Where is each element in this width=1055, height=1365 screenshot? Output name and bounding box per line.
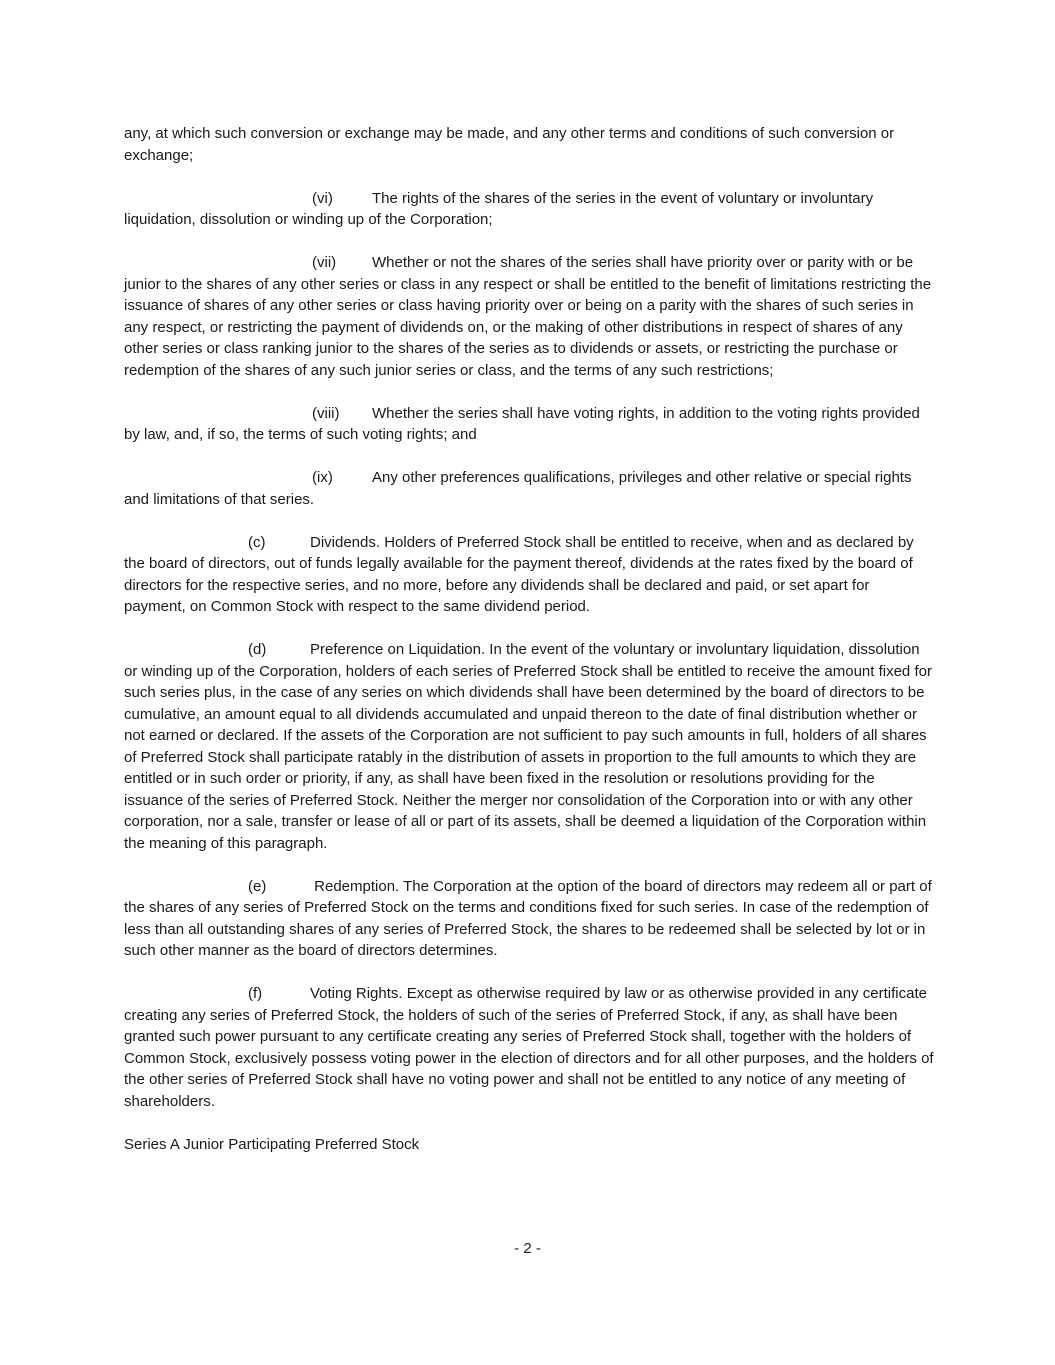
paragraph-liquidation-preference (124, 639, 934, 854)
paragraph-text: The rights of the shares of the series in the event of voluntary or involuntary liquidation, dissolution or winding up of the Corporation; (124, 189, 874, 228)
paragraph-item-viii (124, 403, 934, 446)
paragraph-text: Whether the series shall have voting rights, in addition to the voting rights provided by law, and, if so, the terms of such voting rights; and (124, 404, 920, 443)
paragraph-marker: (vii) (312, 254, 337, 271)
page-number: - 2 - (514, 1240, 541, 1257)
paragraph-text: Redemption. The Corporation at the option of the board of directors may redeem all or part of the shares of any series of Preferred Stock on the terms and conditions fixed for such series. In case of the redemption of less than all outstanding shares of any series of Preferred Stock, the shares to be redeemed shall be selected by lot or in such other manner as the board of directors determines. (124, 877, 932, 959)
paragraph-marker: (c) (248, 533, 266, 551)
paragraph-marker: (e) (248, 877, 267, 895)
document-page (124, 123, 934, 1155)
paragraph-text: Voting Rights. Except as otherwise required by law or as otherwise provided in any certificate creating any series of Preferred Stock, the holders of such of the series of Preferred Stock, if any, as shall have been granted such power pursuant to any certificate creating any series of Preferred Stock shall, together with the holders of Common Stock, exclusively possess voting power in the election of directors and for all other purposes, and the holders of the other series of Preferred Stock shall have no voting power and shall not be entitled to any notice of any meeting of shareholders. (124, 985, 934, 1110)
paragraph-text: Dividends. Holders of Preferred Stock shall be entitled to receive, when and as declared by the board of directors, out of funds legally available for the payment thereof, dividends at the rates fixed by the board of directors for the respective series, and no more, before any dividends shall be declared and paid, or set apart for payment, on Common Stock with respect to the same dividend period. (124, 533, 914, 615)
paragraph-text: Any other preferences qualifications, privileges and other relative or special rights and limitations of that series. (124, 469, 912, 508)
paragraph-text: Whether or not the shares of the series shall have priority over or parity with or be junior to the shares of any other series or class in any respect or shall be entitled to the benefit of limitations restricting the issuance of shares of any other series or class having priority over or being on a parity with the shares of such series in any respect, or restricting the payment of dividends on, or the making of other distributions in respect of shares of any other series or class ranking junior to the shares of the series as to dividends or assets, or restricting the purchase or redemption of the shares of any such junior series or class, and the terms of any such restrictions; (124, 254, 932, 379)
paragraph-voting-rights (124, 983, 934, 1112)
paragraph-marker: (d) (248, 641, 267, 658)
paragraph-marker: (viii) (312, 404, 340, 422)
section-heading: Series A Junior Participating Preferred Stock (124, 1135, 420, 1153)
paragraph-marker: (f) (248, 985, 263, 1002)
paragraph-item-ix (124, 467, 934, 510)
paragraph-continuation (124, 123, 934, 166)
paragraph-item-vii (124, 252, 934, 381)
paragraph-marker: (ix) (312, 469, 333, 486)
paragraph-marker: (vi) (312, 189, 333, 207)
paragraph-text: any, at which such conversion or exchange may be made, and any other terms and conditions of such conversion or exchange; (124, 125, 895, 164)
paragraph-item-vi (124, 188, 934, 231)
paragraph-redemption (124, 876, 934, 962)
paragraph-text: Preference on Liquidation. In the event of the voluntary or involuntary liquidation, dissolution or winding up of the Corporation, holders of each series of Preferred Stock shall be entitled to receive the amount fixed for such series plus, in the case of any series on which dividends shall have been determined by the board of directors to be cumulative, an amount equal to all dividends accumulated and unpaid thereon to the date of final distribution whether or not earned or declared. If the assets of the Corporation are not sufficient to pay such amounts in full, holders of all shares of Preferred Stock shall participate ratably in the distribution of assets in proportion to the full amounts to which they are entitled or in such order or priority, if any, as shall have been fixed in the resolution or resolutions providing for the issuance of the series of Preferred Stock. Neither the merger nor consolidation of the Corporation into or with any other corporation, nor a sale, transfer or lease of all or part of its assets, shall be deemed a liquidation of the Corporation within the meaning of this paragraph. (124, 641, 932, 852)
paragraph-dividends (124, 532, 934, 618)
